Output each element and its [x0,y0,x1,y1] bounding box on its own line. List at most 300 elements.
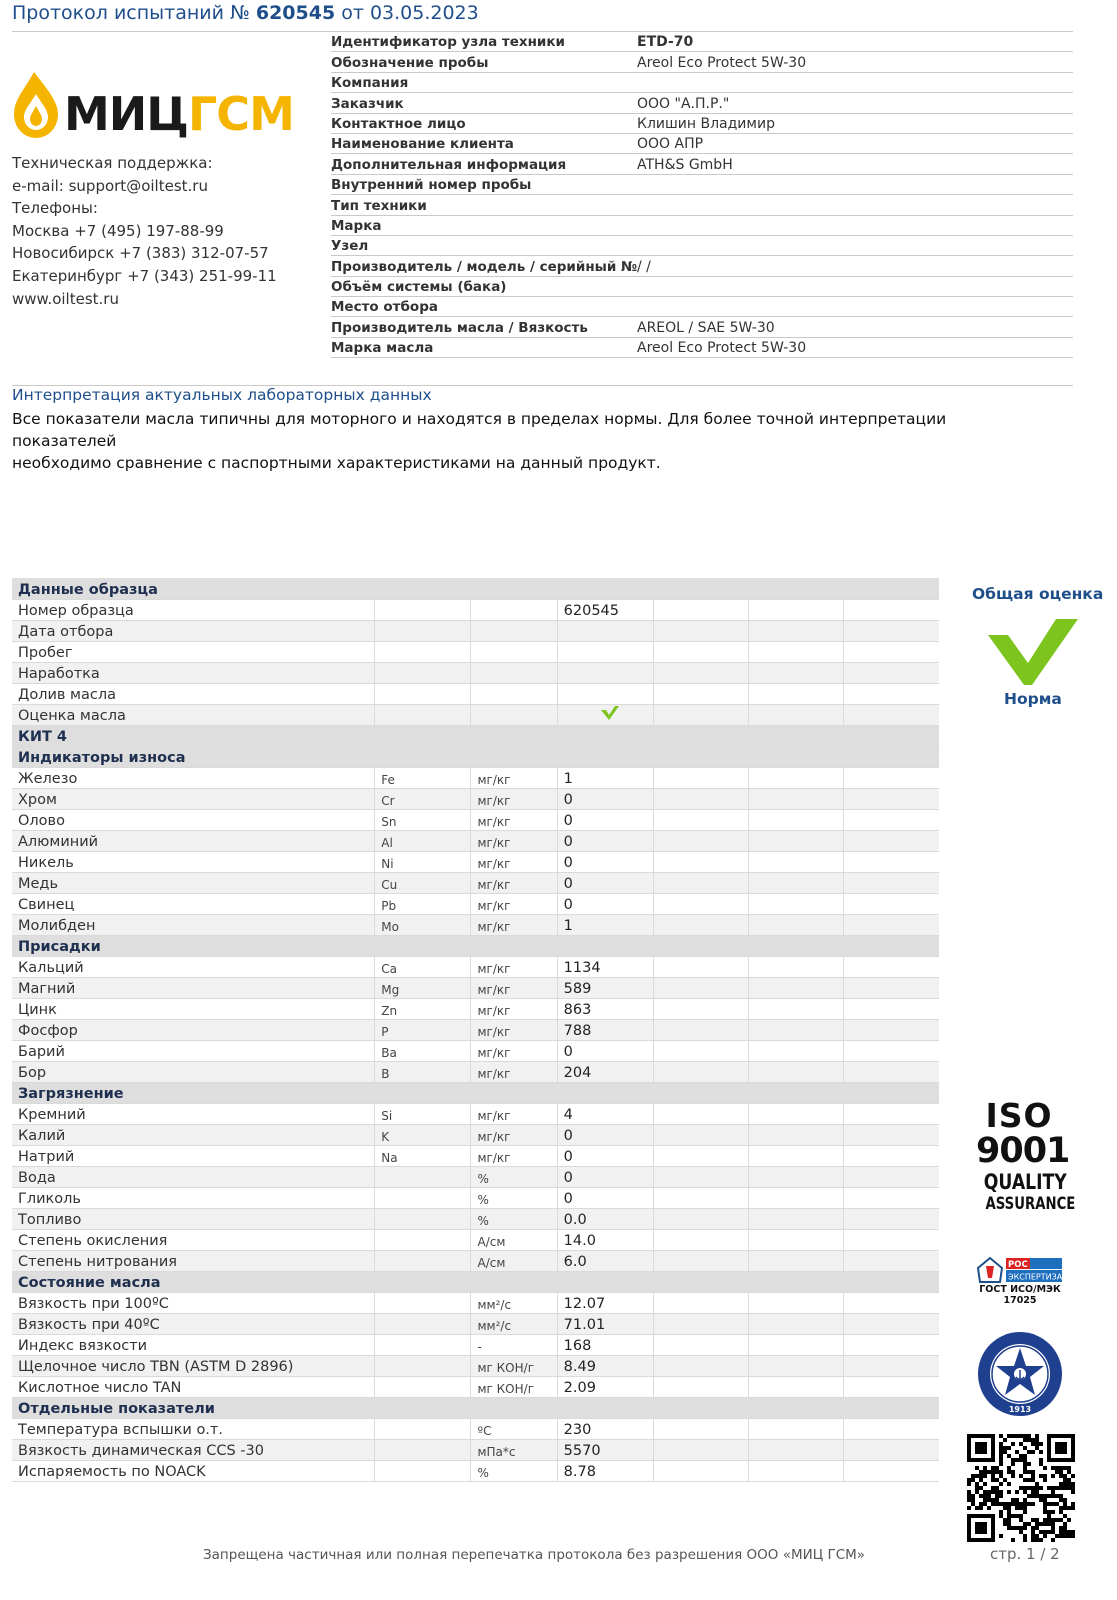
ros-text: РОС [1008,1260,1028,1270]
empty-cell [749,1355,844,1376]
parameter-name: Номер образца [12,599,375,620]
table-row [12,1355,939,1376]
parameter-symbol: Na [375,1145,471,1166]
overall-status: Норма [1004,690,1062,708]
empty-cell [844,683,939,704]
empty-cell [749,788,844,809]
info-row [331,236,1073,256]
section-title: Состояние масла [12,1271,939,1292]
parameter-name: Испаряемость по NOACK [12,1460,375,1481]
parameter-name: Вода [12,1166,375,1187]
parameter-name: Калий [12,1124,375,1145]
ros-standard-line-1: ГОСТ ИСО/МЭК [979,1284,1061,1295]
phone-ekaterinburg[interactable]: Екатеринбург +7 (343) 251-99-11 [12,266,277,285]
empty-cell [471,641,557,662]
empty-cell [749,704,844,725]
section-sample-data [12,578,939,599]
info-label: Тип техники [331,197,427,214]
empty-cell [375,641,471,662]
empty-cell [653,1439,748,1460]
parameter-unit: мг/кг [471,1145,557,1166]
table-row [12,872,939,893]
info-value: Клишин Владимир [637,115,775,132]
parameter-unit: А/см [471,1229,557,1250]
parameter-value: 589 [557,977,653,998]
empty-cell [844,1313,939,1334]
overall-assessment-title: Общая оценка [972,585,1104,603]
empty-cell [844,1250,939,1271]
empty-cell [844,809,939,830]
info-value: AREOL / SAE 5W-30 [637,319,775,336]
table-row [12,1187,939,1208]
empty-cell [844,1376,939,1397]
info-label: Марка [331,217,382,234]
empty-cell [844,599,939,620]
empty-cell [844,1439,939,1460]
iso-line-3: QUALITY [983,1170,1067,1194]
table-row [12,1145,939,1166]
parameter-unit: мм²/с [471,1313,557,1334]
section-title: Загрязнение [12,1082,939,1103]
society-seal-emblem [976,1330,1064,1418]
parameter-symbol: Cr [375,788,471,809]
parameter-symbol [375,1313,471,1334]
parameter-symbol: Pb [375,893,471,914]
info-row [331,32,1073,52]
empty-cell [653,683,748,704]
parameter-value: 0 [557,809,653,830]
empty-cell [471,662,557,683]
empty-cell [749,1376,844,1397]
empty-cell [749,914,844,935]
empty-cell [844,914,939,935]
section-kit [12,725,939,746]
parameter-symbol [375,1250,471,1271]
empty-cell [844,1334,939,1355]
empty-cell [749,1418,844,1439]
parameter-value: 620545 [557,599,653,620]
iso-9001-badge [976,1096,1076,1214]
empty-cell [749,956,844,977]
parameter-value: 0 [557,872,653,893]
parameter-value: 8.78 [557,1460,653,1481]
empty-cell [653,1334,748,1355]
empty-cell [471,620,557,641]
parameter-unit: мг/кг [471,956,557,977]
support-email[interactable]: e-mail: support@oiltest.ru [12,176,208,195]
parameter-name: Степень нитрования [12,1250,375,1271]
empty-cell [653,788,748,809]
table-row [12,620,939,641]
parameter-name: Молибден [12,914,375,935]
empty-cell [471,599,557,620]
parameter-value: 0 [557,788,653,809]
parameter-unit: % [471,1460,557,1481]
section-title: Данные образца [12,578,939,599]
table-row [12,599,939,620]
parameter-value [557,620,653,641]
table-row [12,704,939,725]
parameter-value: 6.0 [557,1250,653,1271]
ros-standard [976,1284,1064,1306]
parameter-name: Щелочное число TBN (ASTM D 2896) [12,1355,375,1376]
info-label: Компания [331,75,409,92]
empty-cell [749,1019,844,1040]
table-row [12,1439,939,1460]
iso-line-1: ISO [985,1096,1053,1135]
empty-cell [749,977,844,998]
drop-flame-icon [12,70,312,140]
parameter-value: 1 [557,767,653,788]
empty-cell [653,1187,748,1208]
info-label: Обозначение пробы [331,54,489,71]
section-wear [12,746,939,767]
empty-cell [653,1355,748,1376]
parameter-symbol [375,1187,471,1208]
table-row [12,1313,939,1334]
parameter-value: 168 [557,1334,653,1355]
table-row [12,1061,939,1082]
parameter-symbol: Mo [375,914,471,935]
parameter-name: Кислотное число TAN [12,1376,375,1397]
empty-cell [844,620,939,641]
parameter-symbol [375,1208,471,1229]
empty-cell [844,788,939,809]
empty-cell [844,1418,939,1439]
empty-cell [749,1145,844,1166]
empty-cell [749,1103,844,1124]
parameter-value: 0 [557,893,653,914]
empty-cell [749,599,844,620]
parameter-name: Натрий [12,1145,375,1166]
empty-cell [749,1166,844,1187]
info-label: Контактное лицо [331,115,466,132]
parameter-unit: мг/кг [471,998,557,1019]
title-prefix: Протокол испытаний № [12,2,250,24]
empty-cell [844,998,939,1019]
parameter-name: Цинк [12,998,375,1019]
empty-cell [844,641,939,662]
info-value: ООО АПР [637,136,704,153]
info-label: Наименование клиента [331,136,514,153]
empty-cell [844,1187,939,1208]
table-row [12,662,939,683]
oil-rating-check [557,704,653,725]
table-row [12,788,939,809]
empty-cell [375,662,471,683]
info-value: Areol Eco Protect 5W-30 [637,340,807,357]
empty-cell [844,704,939,725]
table-row [12,956,939,977]
parameter-unit: мг/кг [471,1124,557,1145]
table-row [12,1166,939,1187]
phone-moscow[interactable]: Москва +7 (495) 197-88-99 [12,221,224,240]
empty-cell [471,683,557,704]
interpretation-line-2: необходимо сравнение с паспортными характеристиками на данный продукт. [12,454,661,472]
parameter-symbol [375,1166,471,1187]
parameter-value: 0 [557,1040,653,1061]
parameter-name: Наработка [12,662,375,683]
support-heading: Техническая поддержка: [12,154,213,172]
empty-cell [375,620,471,641]
parameter-symbol [375,1439,471,1460]
info-value: ATH&S GmbH [637,156,733,173]
parameter-name: Вязкость при 40ºС [12,1313,375,1334]
empty-cell [749,1124,844,1145]
parameter-name: Гликоль [12,1187,375,1208]
empty-cell [653,1208,748,1229]
empty-cell [749,620,844,641]
section-condition [12,1271,939,1292]
empty-cell [653,1460,748,1481]
info-row [331,175,1073,195]
empty-cell [844,1208,939,1229]
parameter-value [557,641,653,662]
empty-cell [844,1460,939,1481]
table-row [12,893,939,914]
parameter-name: Вязкость динамическая CCS -30 [12,1439,375,1460]
empty-cell [749,1061,844,1082]
empty-cell [749,872,844,893]
parameter-unit: % [471,1208,557,1229]
info-value: Areol Eco Protect 5W-30 [637,54,807,71]
empty-cell [653,1040,748,1061]
parameter-symbol [375,1418,471,1439]
empty-cell [844,1103,939,1124]
parameter-name: Вязкость при 100ºС [12,1292,375,1313]
parameter-name: Оценка масла [12,704,375,725]
parameter-symbol: Ba [375,1040,471,1061]
parameter-symbol [375,1355,471,1376]
parameter-symbol [375,1334,471,1355]
empty-cell [653,1019,748,1040]
empty-cell [749,1334,844,1355]
parameter-name: Кальций [12,956,375,977]
parameter-value: 0.0 [557,1208,653,1229]
empty-cell [653,998,748,1019]
parameter-name: Никель [12,851,375,872]
parameter-unit: мг/кг [471,1103,557,1124]
table-row [12,998,939,1019]
parameter-value: 230 [557,1418,653,1439]
empty-cell [653,662,748,683]
parameter-symbol: Ca [375,956,471,977]
table-row [12,830,939,851]
empty-cell [653,1376,748,1397]
info-value: ETD-70 [637,34,694,51]
section-title: Индикаторы износа [12,746,939,767]
info-label: Дополнительная информация [331,156,567,173]
table-row [12,914,939,935]
parameter-name: Фосфор [12,1019,375,1040]
parameter-symbol [375,1376,471,1397]
empty-cell [375,704,471,725]
info-label: Объём системы (бака) [331,279,507,296]
info-row [331,195,1073,215]
table-row [12,1292,939,1313]
empty-cell [749,1460,844,1481]
empty-cell [653,767,748,788]
parameter-name: Олово [12,809,375,830]
check-icon [600,705,620,720]
parameter-symbol: Mg [375,977,471,998]
protocol-date: от 03.05.2023 [341,2,479,24]
empty-cell [653,1250,748,1271]
info-label: Идентификатор узла техники [331,34,565,51]
empty-cell [375,599,471,620]
logo-text-mic: МИЦ [64,87,188,140]
empty-cell [749,1313,844,1334]
website-link[interactable]: www.oiltest.ru [12,289,119,308]
parameter-value: 5570 [557,1439,653,1460]
empty-cell [653,1313,748,1334]
empty-cell [653,1124,748,1145]
empty-cell [844,662,939,683]
expertiza-text: ЭКСПЕРТИЗА [1008,1272,1063,1282]
table-row [12,977,939,998]
parameter-symbol: Sn [375,809,471,830]
parameter-unit: мм²/с [471,1292,557,1313]
empty-cell [844,1145,939,1166]
empty-cell [749,1187,844,1208]
info-label: Узел [331,238,369,255]
parameter-unit: мг/кг [471,1040,557,1061]
empty-cell [653,914,748,935]
empty-cell [653,1103,748,1124]
empty-cell [749,1250,844,1271]
table-row [12,1418,939,1439]
section-separate [12,1397,939,1418]
parameter-unit: мг/кг [471,914,557,935]
protocol-title [12,2,479,24]
ros-standard-line-2: 17025 [1003,1295,1037,1306]
table-row [12,1376,939,1397]
iso-line-2: 9001 [976,1131,1070,1171]
parameter-value [557,683,653,704]
empty-cell [375,683,471,704]
parameter-unit: мг/кг [471,788,557,809]
empty-cell [844,1229,939,1250]
empty-cell [653,809,748,830]
empty-cell [749,1292,844,1313]
parameter-symbol: Ni [375,851,471,872]
parameter-unit: мг/кг [471,977,557,998]
info-row [331,256,1073,276]
info-row [331,338,1073,358]
info-label: Марка масла [331,340,434,357]
parameter-name: Бор [12,1061,375,1082]
table-row [12,1229,939,1250]
parameter-value: 1134 [557,956,653,977]
empty-cell [653,830,748,851]
interpretation-text [12,408,1052,474]
empty-cell [653,1229,748,1250]
parameter-name: Хром [12,788,375,809]
phones-label: Телефоны: [12,199,98,218]
parameter-unit: мг/кг [471,830,557,851]
iso-line-4: ASSURANCE [985,1194,1076,1214]
parameter-symbol [375,1460,471,1481]
section-additives [12,935,939,956]
empty-cell [749,767,844,788]
table-row [12,1208,939,1229]
parameter-symbol [375,1229,471,1250]
parameter-symbol [375,1292,471,1313]
table-row [12,1250,939,1271]
info-label: Производитель / модель / серийный № [331,258,638,275]
info-row [331,297,1073,317]
empty-cell [749,1208,844,1229]
parameter-value: 0 [557,1145,653,1166]
info-row [331,134,1073,154]
table-row [12,683,939,704]
parameter-value: 14.0 [557,1229,653,1250]
empty-cell [749,683,844,704]
parameter-symbol: Cu [375,872,471,893]
empty-cell [653,1061,748,1082]
parameter-value: 1 [557,914,653,935]
parameter-value: 788 [557,1019,653,1040]
empty-cell [844,767,939,788]
parameter-unit: - [471,1334,557,1355]
parameter-unit: мг/кг [471,851,557,872]
empty-cell [653,977,748,998]
empty-cell [653,620,748,641]
parameter-unit: % [471,1166,557,1187]
empty-cell [844,1292,939,1313]
empty-cell [653,956,748,977]
parameter-unit: мг КОН/г [471,1376,557,1397]
parameter-name: Алюминий [12,830,375,851]
empty-cell [844,851,939,872]
support-contacts [12,152,277,310]
copyright-notice: Запрещена частичная или полная перепечатка протокола без разрешения ООО «МИЦ ГСМ» [203,1547,866,1563]
section-title: Присадки [12,935,939,956]
empty-cell [749,1439,844,1460]
parameter-name: Кремний [12,1103,375,1124]
parameter-name: Температура вспышки о.т. [12,1418,375,1439]
empty-cell [844,956,939,977]
info-row [331,216,1073,236]
section-title: Отдельные показатели [12,1397,939,1418]
seal-year: 1913 [1008,1405,1032,1414]
empty-cell [844,1019,939,1040]
table-row [12,1334,939,1355]
info-label: Внутренний номер пробы [331,177,532,194]
parameter-name: Медь [12,872,375,893]
parameter-unit: мПа*с [471,1439,557,1460]
table-row [12,641,939,662]
parameter-symbol: Al [375,830,471,851]
company-logo [12,70,312,140]
empty-cell [653,1292,748,1313]
empty-cell [749,851,844,872]
empty-cell [749,662,844,683]
phone-novosibirsk[interactable]: Новосибирск +7 (383) 312-07-57 [12,244,269,263]
empty-cell [653,704,748,725]
info-row [331,277,1073,297]
empty-cell [749,998,844,1019]
info-value: ООО "А.П.Р." [637,95,730,112]
empty-cell [653,851,748,872]
parameter-name: Свинец [12,893,375,914]
parameter-symbol: Zn [375,998,471,1019]
parameter-value: 0 [557,1166,653,1187]
info-label: Производитель масла / Вязкость [331,319,588,336]
parameter-name: Железо [12,767,375,788]
qr-code[interactable] [967,1434,1075,1542]
info-label: Место отбора [331,299,438,316]
